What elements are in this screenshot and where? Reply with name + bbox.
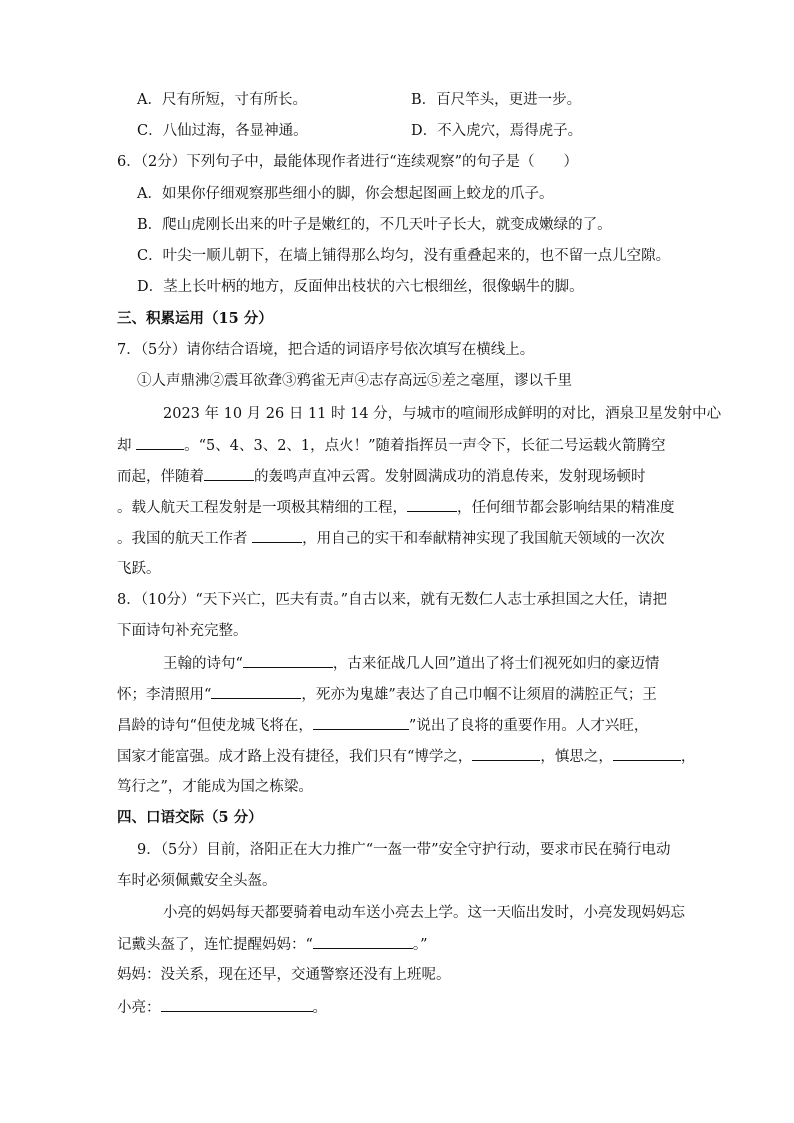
q8-passage-line-1: 王翰的诗句“ ，古来征战几人回”道出了将士们视死如归的豪迈情	[163, 653, 659, 674]
q7-blank-3[interactable]	[407, 497, 457, 512]
q7-passage-line-3: 而起，伴随着 的轰鸣声直冲云霄。发射圆满成功的消息传来，发射现场顿时	[117, 466, 646, 487]
q8-stem-line-2: 下面诗句补充完整。	[117, 623, 248, 639]
q6-stem: 6．（2分）下列句子中，最能体现作者进行“连续观察”的句子是（ ）	[117, 154, 579, 170]
q5-option-a: A．尺有所短，寸有所长。	[137, 92, 307, 108]
q9-mom-line: 妈妈：没关系，现在还早，交通警察还没有上班呢。	[117, 967, 451, 983]
q6-option-c: C．叶尖一顺儿朝下，在墙上铺得那么均匀，没有重叠起来的，也不留一点儿空隙。	[137, 248, 671, 264]
q8-blank-1[interactable]	[243, 653, 333, 668]
q9-passage-line-1: 小亮的妈妈每天都要骑着电动车送小亮去上学。这一天临出发时，小亮发现妈妈忘	[163, 905, 685, 921]
q6-option-a: A．如果你仔细观察那些细小的脚，你会想起图画上蛟龙的爪子。	[137, 186, 554, 202]
q7-passage-line-1: 2023 年 10 月 26 日 11 时 14 分，与城市的喧闹形成鲜明的对比，酒泉卫星发射中心	[163, 406, 722, 422]
q7-stem: 7．（5分）请你结合语境，把合适的词语序号依次填写在横线上。	[117, 342, 535, 358]
q6-option-b: B．爬山虎刚长出来的叶子是嫩红的，不几天叶子长大，就变成嫩绿的了。	[137, 217, 612, 233]
q8-blank-5[interactable]	[613, 746, 681, 761]
q8-blank-3[interactable]	[313, 715, 409, 730]
q9-xiaoliang-line: 小亮： 。	[117, 997, 327, 1018]
q7-passage-line-5: 。我国的航天工作者 ，用自己的实干和奉献精神实现了我国航天领域的一次次	[117, 528, 665, 549]
q7-passage-line-6: 飞跃。	[117, 561, 161, 577]
q7-blank-4[interactable]	[252, 528, 302, 543]
q7-blank-2[interactable]	[204, 466, 254, 481]
q9-stem-line-2: 车时必须佩戴安全头盔。	[117, 873, 277, 889]
q5-option-c: C．八仙过海，各显神通。	[137, 123, 308, 139]
q9-blank-2[interactable]	[161, 997, 313, 1012]
q7-passage-line-2: 却 。“5、4、3、2、1，点火！”随着指挥员一声令下，长征二号运载火箭腾空	[117, 435, 666, 456]
q9-stem-line-1: 9．（5分）目前，洛阳正在大力推广“一盔一带”安全守护行动，要求市民在骑行电动	[137, 842, 671, 858]
q6-option-d: D．茎上长叶柄的地方，反面伸出枝状的六七根细丝，很像蜗牛的脚。	[137, 279, 584, 295]
q5-option-d: D．不入虎穴，焉得虎子。	[411, 123, 583, 139]
q8-stem-line-1: 8．（10分）“天下兴亡，匹夫有责。”自古以来，就有无数仁人志士承担国之大任，请把	[117, 592, 667, 608]
q7-word-list: ①人声鼎沸②震耳欲聋③鸦雀无声④志存高远⑤差之毫厘，谬以千里	[137, 373, 572, 389]
q8-passage-line-5: 笃行之”，才能成为国之栋梁。	[117, 779, 313, 795]
q8-passage-line-3: 昌龄的诗句“但使龙城飞将在， ”说出了良将的重要作用。人才兴旺，	[117, 715, 648, 736]
q7-passage-line-4: 。载人航天工程发射是一项极其精细的工程， ，任何细节都会影响结果的精准度	[117, 497, 675, 518]
q8-passage-line-2: 怀；李清照用“ ，死亦为鬼雄”表达了自己巾帼不让须眉的满腔正气；王	[117, 684, 657, 705]
section-4-heading: 四、口语交际（5 分）	[117, 809, 263, 826]
q8-passage-line-4: 国家才能富强。成才路上没有捷径，我们只有“博学之， ，慎思之， ，	[117, 746, 695, 767]
q8-blank-2[interactable]	[211, 684, 301, 699]
q9-blank-1[interactable]	[313, 934, 413, 949]
q8-blank-4[interactable]	[472, 746, 540, 761]
q5-option-b: B．百尺竿头，更进一步。	[411, 92, 582, 108]
q9-passage-line-2: 记戴头盔了，连忙提醒妈妈：“ 。”	[117, 934, 428, 955]
section-3-heading: 三、积累运用（15 分）	[117, 310, 273, 327]
q7-blank-1[interactable]	[136, 435, 184, 450]
